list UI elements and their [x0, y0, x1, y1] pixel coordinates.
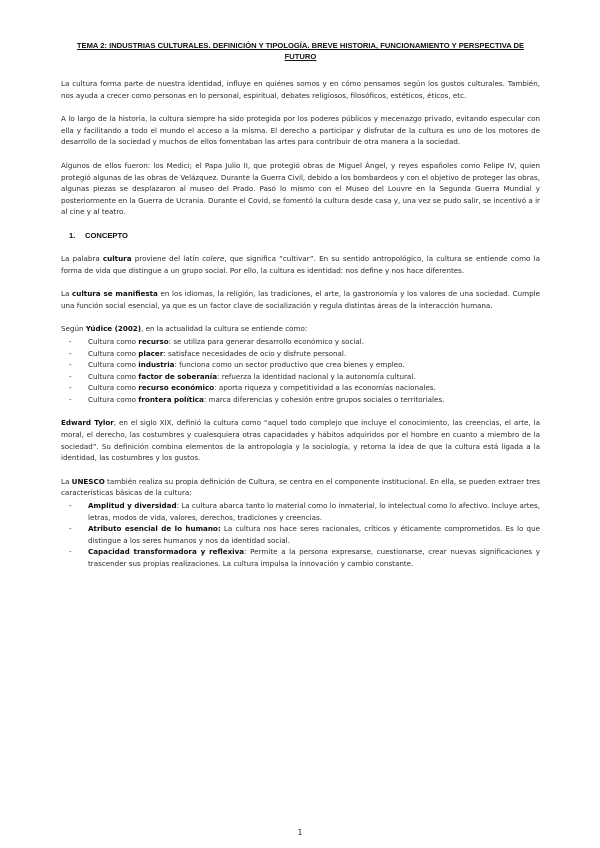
text-run: , en el siglo XIX, definió la cultura como “aquel todo complejo que incluye el conocimiento, las creencias, el arte, la moral, el derecho, las costumbres y cualesquiera otras capacidades y hábitos adquiridos por el hombre en cuanto a miembro de la sociedad”. Su definición combina elementos de la antropología y la sociología, y retoma la idea de que la cultura está ligada a la identidad, las costumbres y los gustos. — [61, 418, 540, 463]
concept-paragraph-1 — [61, 253, 540, 276]
text-run: también realiza su propia definición de Cultura, se centra en el componente institucional. En ella, se pueden extraer tres características básicas de la cultura: — [61, 476, 540, 498]
dash-bullet: - — [69, 383, 72, 393]
bold-term: Capacidad transformadora y reflexiva — [88, 547, 245, 557]
section-title: CONCEPTO — [85, 230, 128, 240]
dash-bullet: - — [69, 394, 72, 404]
unesco-intro — [61, 476, 540, 499]
text-run: Cultura como — [88, 360, 139, 370]
text-run: , en la actualidad la cultura se entiende como: — [141, 324, 308, 334]
text-run: : refuerza la identidad nacional y la autonomía cultural. — [217, 371, 416, 381]
bold-term: Atributo esencial de lo humano: — [88, 524, 221, 534]
text-run: : aporta riqueza y competitividad a las economías nacionales. — [214, 383, 436, 393]
text-run: : Permite a la persona expresarse, cuestionarse, crear nuevas significaciones y trascender sus propias realizaciones. La cultura impulsa la innovación y cambio constante. — [88, 547, 540, 568]
unesco-list — [61, 500, 540, 570]
bold-term-manifiesta: cultura se manifiesta — [72, 289, 158, 299]
tylor-paragraph — [61, 417, 540, 463]
list-item — [61, 394, 540, 406]
text-run: : marca diferencias y cohesión entre grupos sociales o territoriales. — [203, 394, 445, 404]
text-run: : satisface necesidades de ocio y disfrute personal. — [163, 348, 347, 358]
text-run: : se utiliza para generar desarrollo económico y social. — [168, 336, 365, 346]
dash-bullet: - — [69, 371, 72, 381]
text-run: La palabra — [61, 253, 103, 263]
list-item — [61, 371, 540, 383]
bold-term: industria — [138, 360, 175, 370]
intro-paragraph-3: Algunos de ellos fueron: los Medici; el Papa Julio II, que protegió obras de Miguel Ángel, y reyes españoles como Felipe IV, quien protegió algunas de las obras de Velázquez. Durante la Guerra Civil, debido a los bombardeos y con el objetivo de proteger las obras, algunas piezas se desplazaron al museo del Prado. Pasó lo mismo con el Museo del Louvre en la Segunda Guerra Mundial y posteriormente en la Guerra de Ucrania. Durante el Covid, se fomentó la cultura desde casa y, una vez se pudo salir, se incentivó a ir al cine y al teatro. — [61, 160, 540, 217]
dash-bullet: - — [69, 501, 72, 511]
document-title: TEMA 2: INDUSTRIAS CULTURALES. DEFINICIÓN Y TIPOLOGÍA. BREVE HISTORIA, FUNCIONAMIENTO Y PERSPECTIVA DE FUTURO — [76, 41, 525, 61]
section-number: 1. — [69, 230, 76, 240]
dash-bullet: - — [69, 524, 72, 534]
dash-bullet: - — [69, 348, 72, 358]
bold-term-tylor: Edward Tylor — [61, 418, 114, 428]
text-run: proviene del latín — [131, 253, 203, 263]
page-content — [61, 40, 540, 582]
page-number: 1 — [297, 828, 303, 837]
text-run: : funciona como un sector productivo que crea bienes y empleo. — [174, 360, 405, 370]
bold-term: placer — [138, 348, 164, 358]
text-run: en los idiomas, la religión, las tradiciones, el arte, la gastronomía y los valores de una sociedad. Cumple una función social esencial, ya que es un factor clave de socialización y regula distintas áreas de la interacción humana. — [61, 289, 541, 310]
dash-bullet: - — [69, 360, 72, 370]
text-run: : La cultura abarca tanto lo material como lo inmaterial, lo intelectual como lo afectivo. Incluye artes, letras, modos de vida, valores, derechos, tradiciones y creencias. — [88, 501, 540, 522]
list-item — [61, 382, 540, 394]
dash-bullet: - — [69, 547, 72, 557]
text-run: La — [61, 476, 72, 486]
bold-term: recurso económico — [138, 383, 215, 393]
dash-bullet: - — [69, 336, 72, 346]
list-item — [61, 523, 540, 546]
text-run: Cultura como — [88, 394, 139, 404]
bold-term: Amplitud y diversidad — [88, 501, 177, 511]
intro-paragraph-1: La cultura forma parte de nuestra identidad, influye en quiénes somos y en cómo pensamos según los gustos culturales. También, nos ayuda a crecer como personas en lo personal, espiritual, debates religiosos, filosóficos, estéticos, éticos, etc. — [61, 79, 540, 100]
concept-paragraph-2 — [61, 288, 540, 311]
text-run: La cultura nos hace seres racionales, críticos y éticamente comprometidos. Es lo que distingue a los seres humanos y nos da identidad social. — [88, 524, 540, 545]
text-run: Cultura como — [88, 383, 139, 393]
bold-term: recurso — [138, 336, 169, 346]
text-run: Según — [61, 324, 86, 334]
list-item — [61, 359, 540, 371]
italic-term-colere: colere — [202, 253, 225, 263]
yudice-list — [61, 336, 540, 406]
text-run: , que significa “cultivar”. En su sentido antropológico, la cultura se entiende como la forma de vida que distingue a un grupo social. Por ello, la cultura es identidad: nos define y nos hace diferentes. — [61, 253, 540, 275]
list-item — [61, 500, 540, 523]
list-item — [61, 336, 540, 348]
list-item — [61, 348, 540, 360]
bold-term: factor de soberanía — [138, 371, 218, 381]
bold-term-unesco: UNESCO — [71, 476, 105, 486]
text-run: Cultura como — [88, 348, 139, 358]
text-run: Cultura como — [88, 336, 139, 346]
bold-term-yudice: Yúdice (2002) — [85, 324, 142, 334]
section-heading-concepto — [61, 230, 540, 241]
yudice-intro — [61, 323, 540, 335]
intro-paragraph-2: A lo largo de la historia, la cultura siempre ha sido protegida por los poderes públicos y mecenazgo privado, evitando especular con ella y facilitando a todo el mundo el acceso a la misma. El derecho a participar y disfrutar de la cultura es uno de los motores de desarrollo de la sociedad y muchos de ellos fomentaban las artes para contribuir de otra manera a la sociedad. — [61, 114, 540, 147]
text-run: Cultura como — [88, 371, 139, 381]
bold-term-cultura: cultura — [102, 253, 132, 263]
bold-term: frontera política — [138, 394, 204, 404]
text-run: La — [61, 289, 73, 299]
list-item — [61, 546, 540, 569]
